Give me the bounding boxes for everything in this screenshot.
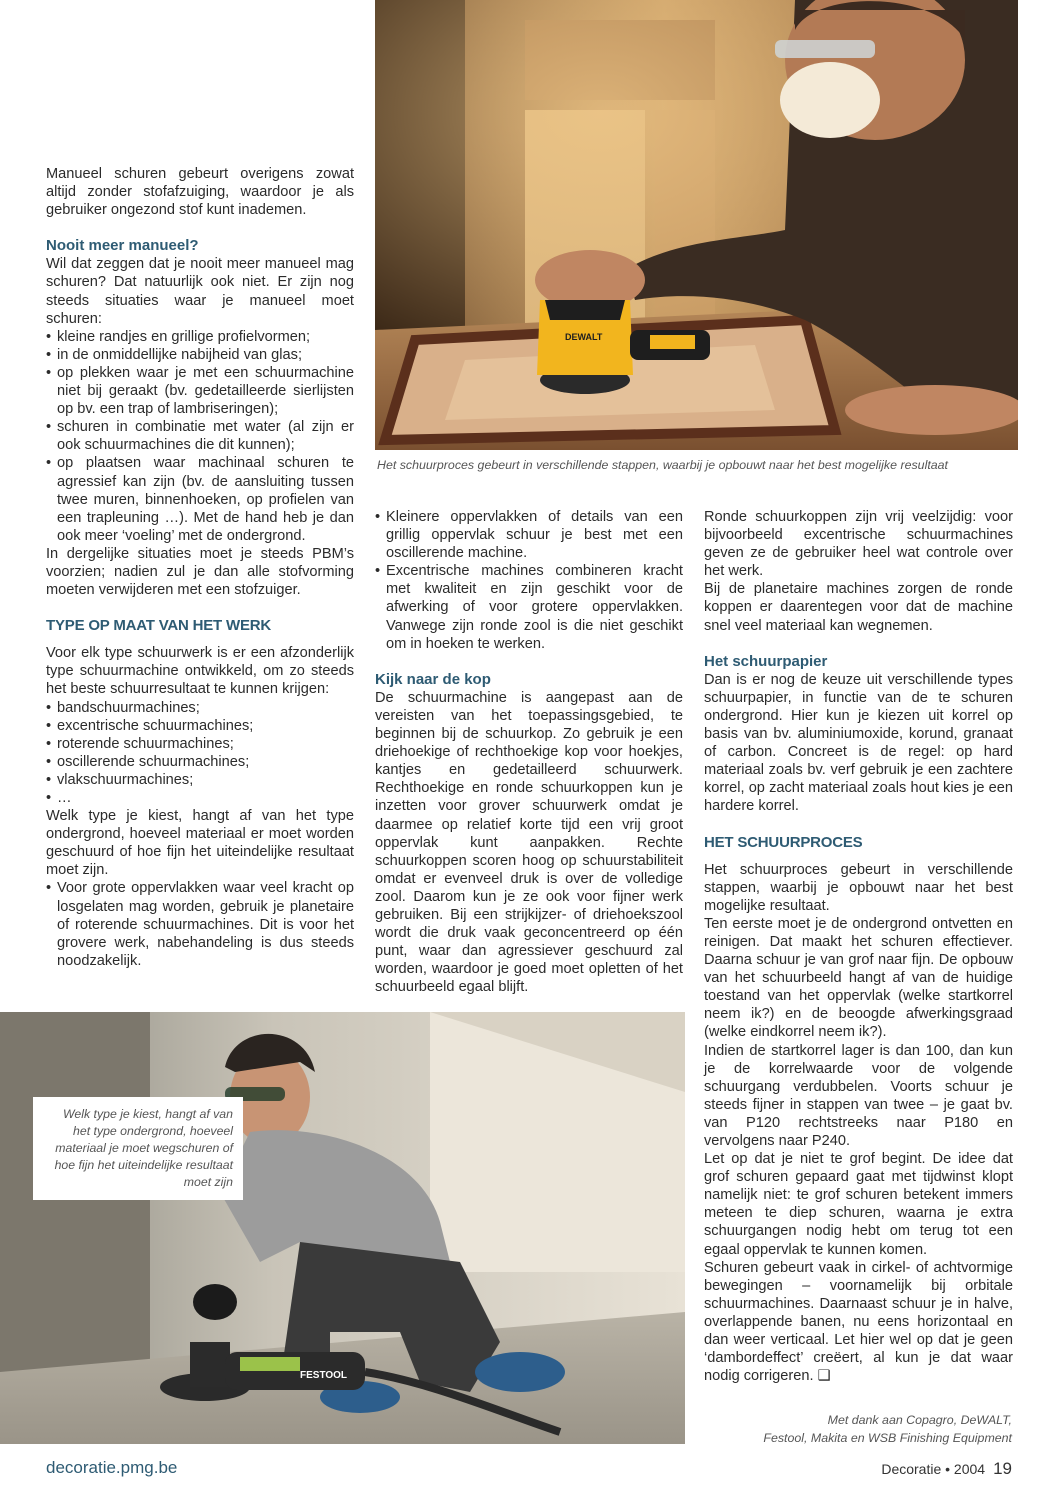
schuurpapier-paragraph: Dan is er nog de keuze uit verschillende types schuurpapier, in functie van de te schuren ondergrond. Hier kun je kiezen uit korrel op basis van bv. aluminiumoxide, korund, granaat of carbon. Concreet is de regel: op hard materiaal zoals bv. verf gebruik je een zachtere korrel, op zacht materiaal zoals hout kies je een hardere korrel. [704,671,1013,815]
column-2 [375,508,683,996]
sander-brand-text: DEWALT [565,332,603,342]
list-item: • schuren in combinatie met water (al zijn er ook schuurmachines die dit kunnen); [46,418,354,454]
grote-list [46,879,354,969]
proces-paragraph-2: Ten eerste moet je de ondergrond ontvetten en reinigen. Dat maakt het schuren effectiever. Daarna schuur je van grof naar fijn. De opbouw van het schuurbeeld hangt af van de huidige toestand van het oppervlak (welke startkorrel neem ik?) en de beoogde afwerkingsgraad (welke eindkorrel neem ik?). [704,915,1013,1041]
proces-paragraph-4: Let op dat je niet te grof begint. De idee dat grof schuren gepaard gaat met tijdwinst klopt namelijk niet: te grof schuren betekent immers meteen te diep schuren, waarna je extra schuurgangen nodig hebt om terug tot een egaal oppervlak te kunnen komen. [704,1151,1013,1258]
proces-paragraph-5: Schuren gebeurt vaak in cirkel- of achtvormige bewegingen – voornamelijk bij orbitale schuurmachines. Daarnaast schuur je in halve, overlappende banen, nu eens horizontaal en dan weer verticaal. Let hier wel op dat je geen ‘dambordeffect’ creëert, al kun je dat waar nodig corrigeren. ❑ [704,1259,1013,1385]
bottom-photo [0,1012,685,1444]
footer-issue: Decoratie • 2004 [881,1461,986,1477]
proces-paragraph-3: Indien de startkorrel lager is dan 100, dan kun je de korrelwaarde voor de volgende schuurgang verdubbelen. Voorts schuur je steeds fijner in stappen van twee – je gaat bv. van P120 rechtstreeks naar P180 en vervolgens naar P240. [704,1042,1013,1149]
list-item: • op plekken waar je met een schuurmachine niet bij geraakt (bv. gedetailleerde sierlijsten op bv. een trap of lambriseringen); [46,364,354,418]
list-item: • Kleinere oppervlakken of details van een grillig oppervlak schuur je best met een oscillerende machine. [375,508,683,562]
planetair-paragraph: Bij de planetaire machines zorgen de ronde koppen er daarentegen voor dat de machine snel veel materiaal kan wegnemen. [704,581,1013,634]
machines-list [375,508,683,653]
list-item: • kleine randjes en grillige profielvormen; [46,328,354,346]
column-3 [704,508,1013,1385]
heading-schuurproces: HET SCHUURPROCES [704,833,863,851]
acknowledgement [763,1411,1012,1447]
list-item: • in de onmiddellijke nabijheid van glas; [46,346,354,364]
heading-type-op-maat: TYPE OP MAAT VAN HET WERK [46,617,272,635]
top-photo [375,0,1018,450]
column-1 [46,165,354,970]
pbm-paragraph: In dergelijke situaties moet je steeds PBM’s voorzien; nadien zul je dan alle stofvorming moeten verwijderen met een stofzuiger. [46,545,354,599]
heading-schuurpapier: Het schuurpapier [704,652,828,670]
top-photo-caption: Het schuurproces gebeurt in verschillende stappen, waarbij je opbouwt naar het best mogelijke resultaat [377,458,948,472]
list-item: • bandschuurmachines; [46,699,354,717]
ronde-paragraph: Ronde schuurkoppen zijn vrij veelzijdig: voor bijvoorbeeld excentrische schuurmachines geven ze de gebruiker heel wat controle over het werk. [704,509,1013,580]
heading-kijk-naar-de-kop: Kijk naar de kop [375,670,491,688]
heading-nooit-meer-manueel: Nooit meer manueel? [46,237,199,255]
intro-paragraph: Manueel schuren gebeurt overigens zowat altijd zonder stofafzuiging, waardoor je als gebruiker ongezond stof kunt inademen. [46,166,354,219]
footer-page-info [881,1459,1012,1479]
type-paragraph: Voor elk type schuurwerk is er een afzonderlijk type schuurmachine ontwikkeld, om zo steeds het beste schuurresultaat te kunnen krijgen: [46,645,354,698]
acknowledgement-line-2: Festool, Makita en WSB Finishing Equipment [763,1431,1012,1445]
kop-paragraph: De schuurmachine is aangepast aan de vereisten van het toepassingsgebied, te beginnen bij de schuurkop. Zo gebruik je een driehoekige of rechthoekige kop voor hoekjes, kantjes en gedetailleerd schuurwerk. Rechthoekige en ronde schuurkoppen kun je inzetten voor grover schuurwerk omdat je daarmee op relatief korte tijd een vrij groot oppervlak kunt aanpakken. Rechte schuurkoppen scoren hoog op schuurstabiliteit omdat er evenveel druk is over de volledige zool. Daarom kun je ze ook voor fijner werk gebruiken. Bij een strijkijzer- of driehoekszool wordt die druk vaak geconcentreerd op één punt, waar dan agressiever geschuurd zal worden, waardoor je goed moet opletten of het schuurbeeld egaal blijft. [375,689,683,996]
manueel-paragraph: Wil dat zeggen dat je nooit meer manueel mag schuren? Dat natuurlijk ook niet. Er zijn nog steeds situaties waar je manueel moet schuren: [46,256,354,327]
list-item: • Voor grote oppervlakken waar veel kracht op losgelaten mag worden, gebruik je planetaire of roterende schuurmachines. Dit is voor het grovere werk, nabehandeling is dus steeds noodzakelijk. [46,879,354,969]
list-item: • Excentrische machines combineren kracht met kwaliteit en zijn geschikt voor de afwerking of voor grotere oppervlakken. Vanwege zijn ronde zool is die niet geschikt om in hoeken te werken. [375,562,683,652]
list-item: • oscillerende schuurmachines; [46,753,354,771]
proces-paragraph-1: Het schuurproces gebeurt in verschillende stappen, waarbij je opbouwt naar het best mogelijke resultaat. [704,861,1013,914]
acknowledgement-line-1: Met dank aan Copagro, DeWALT, [827,1413,1012,1427]
manueel-list [46,328,354,545]
page-number: 19 [993,1459,1012,1478]
types-list [46,699,354,808]
list-item: • roterende schuurmachines; [46,735,354,753]
list-item: • excentrische schuurmachines; [46,717,354,735]
tool-brand-text: FESTOOL [300,1370,348,1381]
bottom-photo-caption: Welk type je kiest, hangt af van het type ondergrond, hoeveel materiaal je moet wegschuren of hoe fijn het uiteindelijke resultaat moet zijn [33,1097,243,1200]
footer-website-link[interactable]: decoratie.pmg.be [46,1458,178,1477]
welk-type-paragraph: Welk type je kiest, hangt af van het type ondergrond, hoeveel materiaal er moet worden geschuurd of hoe fijn het uiteindelijke resultaat moet zijn. [46,808,354,879]
list-item: • op plaatsen waar machinaal schuren te agressief kan zijn (bv. de aansluiting tussen twee muren, binnenhoeken, op profielen van een trapleuning …). Met de hand heb je dan ook meer ‘voeling’ met de ondergrond. [46,454,354,544]
list-item: • vlakschuurmachines; [46,771,354,789]
list-item: • … [46,789,354,807]
